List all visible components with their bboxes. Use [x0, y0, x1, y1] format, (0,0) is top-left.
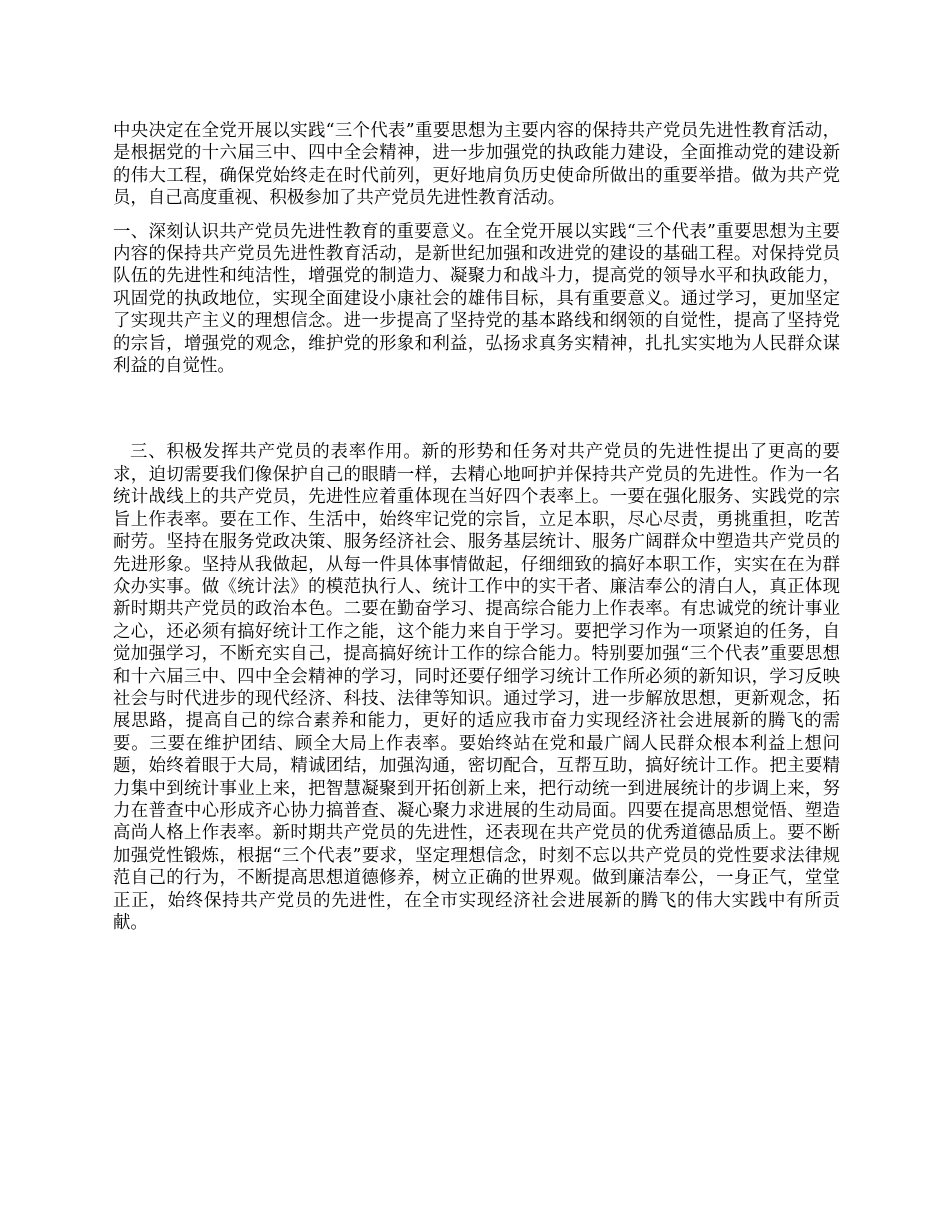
section-three-paragraph: 三、积极发挥共产党员的表率作用。新的形势和任务对共产党员的先进性提出了更高的要求，迫切需要我们像保护自己的眼睛一样，去精心地呵护并保持共产党员的先进性。作为一名统计战线上的共产党员，先进性应着重体现在当好四个表率上。一要在强化服务、实践党的宗旨上作表率。要在工作、生活中，始终牢记党的宗旨，立足本职，尽心尽责，勇挑重担，吃苦耐劳。坚持在服务党政决策、服务经济社会、服务基层统计、服务广阔群众中塑造共产党员的先进形象。坚持从我做起，从每一件具体事情做起，仔细细致的搞好本职工作，实实在在为群众办实事。做《统计法》的模范执行人、统计工作中的实干者、廉洁奉公的清白人，真正体现新时期共产党员的政治本色。二要在勤奋学习、提高综合能力上作表率。有忠诚党的统计事业之心，还必须有搞好统计工作之能，这个能力来自于学习。要把学习作为一项紧迫的任务，自觉加强学习，不断充实自己，提高搞好统计工作的综合能力。特别要加强“三个代表”重要思想和十六届三中、四中全会精神的学习，同时还要仔细学习统计工作所必须的新知识，学习反映社会与时代进步的现代经济、科技、法律等知识。通过学习，进一步解放思想，更新观念，拓展思路，提高自己的综合素养和能力，更好的适应我市奋力实现经济社会进展新的腾飞的需要。三要在维护团结、顾全大局上作表率。要始终站在党和最广阔人民群众根本利益上想问题，始终着眼于大局，精诚团结，加强沟通，密切配合，互帮互助，搞好统计工作。把主要精力集中到统计事业上来，把智慧凝聚到开拓创新上来，把行动统一到进展统计的步调上来，努力在普查中心形成齐心协力搞普查、凝心聚力求进展的生动局面。四要在提高思想觉悟、塑造高尚人格上作表率。新时期共产党员的先进性，还表现在共产党员的优秀道德品质上。要不断加强党性锻炼，根据“三个代表”要求，坚定理想信念，时刻不忘以共产党员的党性要求法律规范自己的行为，不断提高思想道德修养，树立正确的世界观。做到廉洁奉公，一身正气，堂堂正正，始终保持共产党员的先进性，在全市实现经济社会进展新的腾飞的伟大实践中有所贡献。	[113, 442, 840, 933]
paragraph-spacer	[113, 377, 840, 441]
intro-paragraph: 中央决定在全党开展以实践“三个代表”重要思想为主要内容的保持共产党员先进性教育活动，是根据党的十六届三中、四中全会精神，进一步加强党的执政能力建设，全面推动党的建设新的伟大工程，确保党始终走在时代前列，更好地肩负历史使命所做出的重要举措。做为共产党员，自己高度重视、积极参加了共产党员先进性教育活动。	[113, 121, 840, 209]
document-body	[113, 120, 840, 934]
section-one-paragraph: 一、深刻认识共产党员先进性教育的重要意义。在全党开展以实践“三个代表”重要思想为主要内容的保持共产党员先进性教育活动，是新世纪加强和改进党的建设的基础工程。对保持党员队伍的先进性和纯洁性，增强党的制造力、凝聚力和战斗力，提高党的领导水平和执政能力，巩固党的执政地位，实现全面建设小康社会的雄伟目标，具有重要意义。通过学习，更加坚定了实现共产主义的理想信念。进一步提高了坚持党的基本路线和纲领的自觉性，提高了坚持党的宗旨，增强党的观念，维护党的形象和利益，弘扬求真务实精神，扎扎实实地为人民群众谋利益的自觉性。	[113, 221, 840, 377]
